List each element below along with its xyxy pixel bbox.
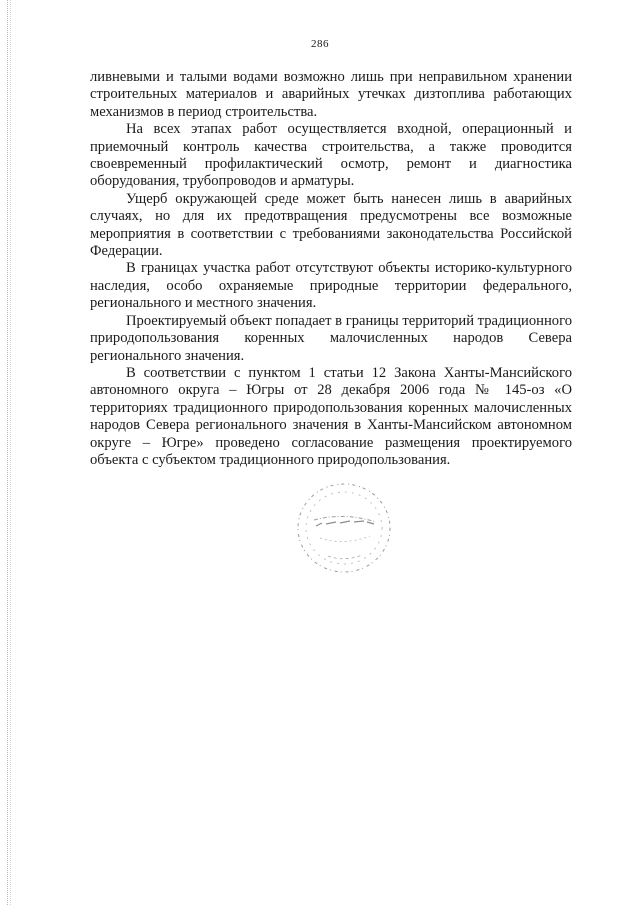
page-number: 286: [311, 38, 329, 50]
faint-stamp-icon: [292, 476, 396, 580]
paragraph-6: В соответствии с пунктом 1 статьи 12 Закона Ханты-Мансийского автономного округа – Югры от 28 декабря 2006 года № 145-оз «О территориях традиционного природопользования коренных малочисленных народов Севера регионального значения в Ханты-Мансийском автономном округе – Югре» проведено согласование размещения проектируемого объекта с субъектом традиционного природопользования.: [90, 364, 572, 468]
paragraph-2: На всех этапах работ осуществляется входной, операционный и приемочный контроль качества строительства, а также проводится своевременный профилактический осмотр, ремонт и диагностика оборудования, трубопроводов и арматуры.: [90, 121, 572, 190]
margin-guide-line: [7, 0, 8, 905]
paragraph-5: Проектируемый объект попадает в границы территорий традиционного природопользования коренных малочисленных народов Севера регионального значения.: [90, 312, 572, 364]
margin-guide-line-inner: [10, 0, 11, 905]
paragraph-1: ливневыми и талыми водами возможно лишь при неправильном хранении строительных материалов и аварийных утечках дизтоплива работающих механизмов в период строительства.: [90, 69, 572, 120]
document-body: [90, 69, 572, 469]
paragraph-4: В границах участка работ отсутствуют объекты историко-культурного наследия, особо охраняемые природные территории федерального, регионального и местного значения.: [90, 260, 572, 312]
paragraph-3: Ущерб окружающей среде может быть нанесен лишь в аварийных случаях, но для их предотвращения предусмотрены все возможные мероприятия в соответствии с требованиями законодательства Российской Федерации.: [90, 190, 572, 260]
